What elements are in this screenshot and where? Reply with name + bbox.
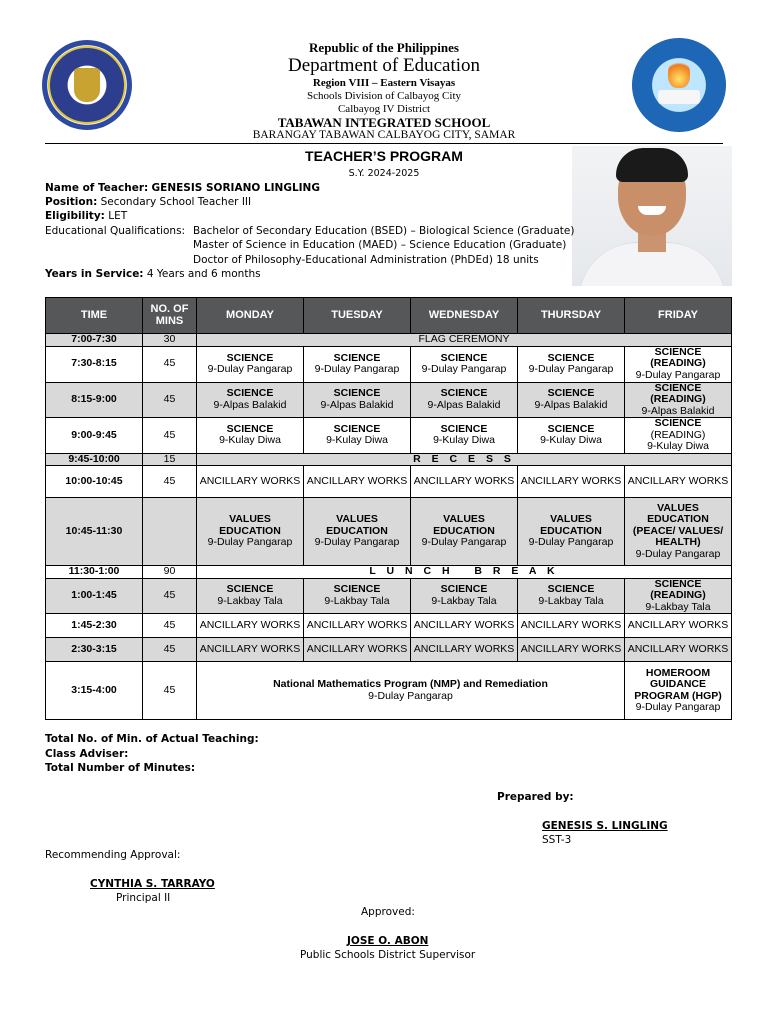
table-row: 8:15-9:00 45 SCIENCE 9-Alpas Balakid SCIENCE 9-Alpas Balakid SCIENCE 9-Alpas Balakid SCIENCE 9-Alpas Balakid SCIENCE (READING) 9-Alpas Balakid — [46, 382, 732, 418]
table-row: 1:45-2:30 45 ANCILLARY WORKS ANCILLARY WORKS ANCILLARY WORKS ANCILLARY WORKS ANCILLARY WORKS — [46, 614, 732, 638]
district-line: Calbayog IV District — [337, 103, 431, 115]
region-line: Region VIII – Eastern Visayas — [312, 77, 456, 89]
department-title: Department of Education — [287, 55, 481, 76]
approver-name: JOSE O. ABON — [347, 935, 429, 947]
table-header-row — [46, 298, 732, 334]
table-row: 7:30-8:15 45 SCIENCE 9-Dulay Pangarap SCIENCE 9-Dulay Pangarap SCIENCE 9-Dulay Pangarap SCIENCE 9-Dulay Pangarap SCIENCE (READING) 9-Dulay Pangarap — [46, 346, 732, 382]
table-row: 10:45-11:30 VALUES EDUCATION 9-Dulay Pangarap VALUES EDUCATION 9-Dulay Pangarap VALUES EDUCATION 9-Dulay Pangarap VALUES EDUCATION 9-Dulay Pangarap VALUES EDUCATION (PEACE/ VALUES/ HEALTH) 9-Dulay Pangarap — [46, 498, 732, 566]
schedule-table — [45, 297, 732, 720]
table-row: 9:45-10:00 15 R E C E S S — [46, 453, 732, 466]
table-row: 11:30-1:00 90 L U N C H B R E A K — [46, 566, 732, 579]
total-minutes-label: Total Number of Minutes: — [45, 762, 196, 774]
header-wednesday: WEDNESDAY — [411, 298, 518, 334]
header-time: TIME — [46, 298, 143, 334]
republic-line: Republic of the Philippines — [309, 40, 459, 55]
flag-ceremony-cell: FLAG CEREMONY — [197, 334, 732, 347]
school-year: S.Y. 2024-2025 — [348, 168, 420, 179]
prepared-by-label: Prepared by: — [497, 791, 574, 803]
table-row: 9:00-9:45 45 SCIENCE 9-Kulay Diwa SCIENCE 9-Kulay Diwa SCIENCE 9-Kulay Diwa SCIENCE 9-Kulay Diwa SCIENCE (READING) 9-Kulay Diwa — [46, 418, 732, 454]
qualifications-label: Educational Qualifications: — [45, 225, 186, 237]
table-row: 7:00-7:30 30 FLAG CEREMONY — [46, 334, 732, 347]
header-mins: NO. OF MINS — [143, 298, 197, 334]
division-line: Schools Division of Calbayog City — [307, 90, 461, 102]
teacher-photo — [572, 146, 732, 286]
table-row: 2:30-3:15 45 ANCILLARY WORKS ANCILLARY WORKS ANCILLARY WORKS ANCILLARY WORKS ANCILLARY WORKS — [46, 638, 732, 662]
class-adviser-label: Class Adviser: — [45, 748, 129, 760]
preparer-title: SST-3 — [542, 834, 572, 846]
recommending-label: Recommending Approval: — [45, 849, 181, 861]
recess-cell: R E C E S S — [197, 453, 732, 466]
nmp-cell: National Mathematics Program (NMP) and Remediation 9-Dulay Pangarap — [197, 662, 625, 720]
recommender-title: Principal II — [116, 892, 171, 904]
table-row: 3:15-4:00 45 National Mathematics Program (NMP) and Remediation 9-Dulay Pangarap HOMEROOM GUIDANCE PROGRAM (HGP) 9-Dulay Pangarap — [46, 662, 732, 720]
recommender-name: CYNTHIA S. TARRAYO — [90, 878, 215, 890]
lunch-break-cell: L U N C H B R E A K — [197, 566, 732, 579]
approver-title: Public Schools District Supervisor — [300, 949, 476, 961]
table-row: 1:00-1:45 45 SCIENCE 9-Lakbay Tala SCIENCE 9-Lakbay Tala SCIENCE 9-Lakbay Tala SCIENCE 9-Lakbay Tala SCIENCE (READING) 9-Lakbay Tala — [46, 578, 732, 614]
qualification-1: Bachelor of Secondary Education (BSED) – Biological Science (Graduate) — [193, 225, 575, 237]
school-name: TABAWAN INTEGRATED SCHOOL — [277, 115, 491, 130]
header-tuesday: TUESDAY — [304, 298, 411, 334]
teacher-name-line: Name of Teacher: GENESIS SORIANO LINGLING — [45, 182, 320, 194]
document-title: TEACHER’S PROGRAM — [305, 148, 463, 164]
school-address: BARANGAY TABAWAN CALBAYOG CITY, SAMAR — [252, 129, 516, 141]
qualification-2: Master of Science in Education (MAED) – Science Education (Graduate) — [193, 239, 567, 251]
approved-label: Approved: — [361, 906, 415, 918]
header-divider — [45, 143, 723, 144]
header-thursday: THURSDAY — [518, 298, 625, 334]
preparer-name: GENESIS S. LINGLING — [542, 820, 668, 832]
position-line: Position: Secondary School Teacher III — [45, 196, 252, 208]
table-row: 10:00-10:45 45 ANCILLARY WORKS ANCILLARY WORKS ANCILLARY WORKS ANCILLARY WORKS ANCILLARY WORKS — [46, 466, 732, 498]
service-line: Years in Service: 4 Years and 6 months — [45, 268, 261, 280]
qualification-3: Doctor of Philosophy-Educational Administration (PhDEd) 18 units — [193, 254, 539, 266]
header-friday: FRIDAY — [625, 298, 732, 334]
total-teaching-label: Total No. of Min. of Actual Teaching: — [45, 733, 259, 745]
eligibility-line: Eligibility: LET — [45, 210, 128, 222]
header-monday: MONDAY — [197, 298, 304, 334]
